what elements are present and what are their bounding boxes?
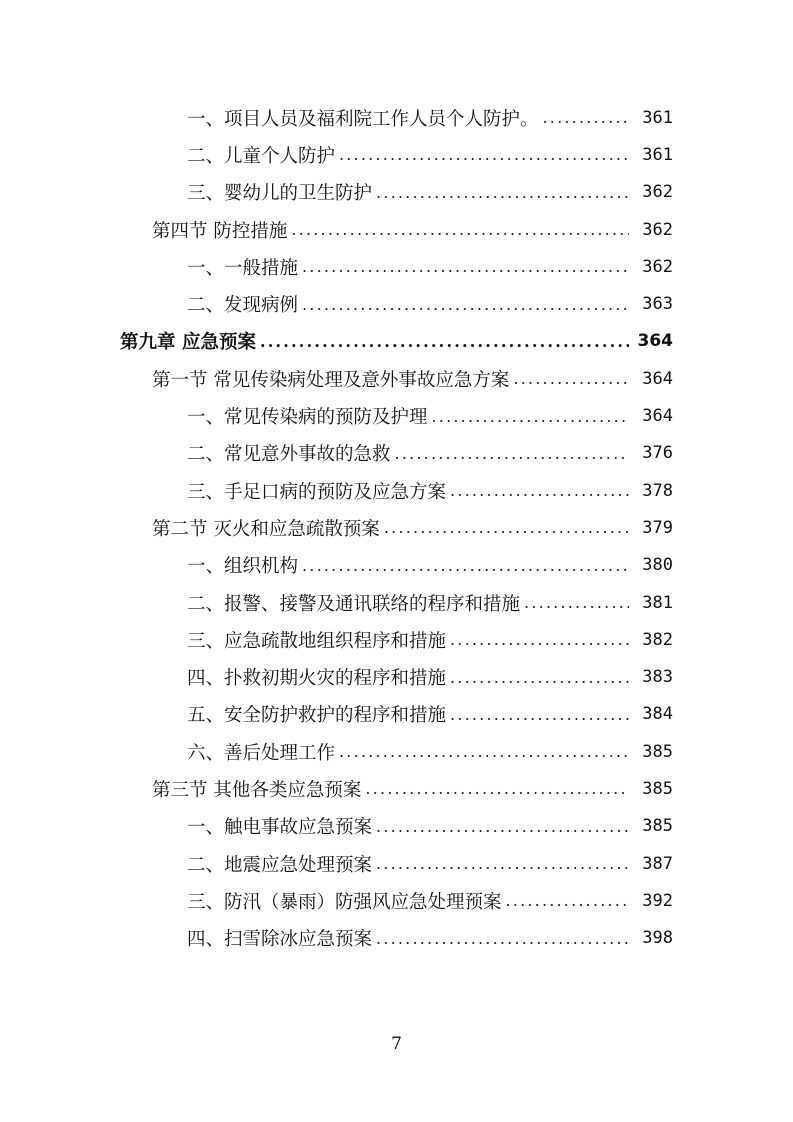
toc-item-entry[interactable] [0, 99, 673, 136]
toc-item-entry[interactable] [0, 920, 673, 957]
toc-item-entry[interactable] [0, 397, 673, 434]
toc-entry-title: 第一节 常见传染病处理及意外事故应急方案 [152, 366, 513, 392]
toc-item-entry[interactable] [0, 285, 673, 322]
toc-dot-leader [376, 854, 629, 873]
toc-dot-leader [450, 481, 629, 500]
toc-item-entry[interactable] [0, 547, 673, 584]
toc-dot-leader [524, 593, 629, 612]
toc-entry-title: 三、婴幼儿的卫生防护 [187, 179, 376, 205]
toc-dot-leader [365, 779, 629, 798]
toc-dot-leader [384, 518, 629, 537]
toc-dot-leader [302, 295, 629, 314]
toc-entry-page: 376 [629, 443, 673, 463]
toc-entry-page: 361 [629, 108, 673, 128]
toc-entry-title: 第二节 灭火和应急疏散预案 [152, 515, 384, 541]
toc-entry-title: 一、触电事故应急预案 [187, 813, 376, 839]
toc-entry-title: 三、应急疏散地组织程序和措施 [187, 627, 450, 653]
toc-dot-leader [450, 668, 629, 687]
toc-item-entry[interactable] [0, 696, 673, 733]
toc-entry-title: 四、扫雪除冰应急预案 [187, 925, 376, 951]
toc-entry-page: 362 [629, 257, 673, 277]
toc-entry-title: 五、安全防护救护的程序和措施 [187, 701, 450, 727]
toc-section-entry[interactable] [0, 360, 673, 397]
toc-entry-title: 二、常见意外事故的急救 [187, 440, 395, 466]
toc-entry-page: 382 [629, 630, 673, 650]
toc-entry-page: 392 [629, 891, 673, 911]
toc-entry-page: 381 [629, 593, 673, 613]
toc-item-entry[interactable] [0, 733, 673, 770]
toc-section-entry[interactable] [0, 770, 673, 807]
toc-dot-leader [395, 444, 629, 463]
toc-entry-title: 第四节 防控措施 [152, 217, 291, 243]
page-number: 7 [391, 1034, 402, 1054]
toc-item-entry[interactable] [0, 248, 673, 285]
toc-item-entry[interactable] [0, 808, 673, 845]
toc-section-entry[interactable] [0, 211, 673, 248]
toc-dot-leader [339, 145, 629, 164]
toc-dot-leader [543, 108, 629, 127]
toc-entry-title: 二、儿童个人防护 [187, 142, 339, 168]
toc-item-entry[interactable] [0, 174, 673, 211]
toc-item-entry[interactable] [0, 621, 673, 658]
toc-section-entry[interactable] [0, 509, 673, 546]
toc-item-entry[interactable] [0, 882, 673, 919]
toc-dot-leader [260, 332, 629, 351]
toc-entry-page: 362 [629, 220, 673, 240]
toc-entry-title: 二、报警、接警及通讯联络的程序和措施 [187, 590, 524, 616]
toc-dot-leader [506, 891, 629, 910]
toc-entry-page: 379 [629, 518, 673, 538]
toc-entry-page: 384 [629, 704, 673, 724]
toc-dot-leader [339, 742, 629, 761]
toc-entry-title: 一、组织机构 [187, 552, 302, 578]
toc-entry-title: 一、项目人员及福利院工作人员个人防护。 [187, 105, 543, 131]
toc-entry-title: 第九章 应急预案 [120, 328, 260, 354]
toc-entry-title: 第三节 其他各类应急预案 [152, 776, 365, 802]
toc-entry-title: 六、善后处理工作 [187, 739, 339, 765]
toc-entry-page: 385 [629, 742, 673, 762]
toc-entry-page: 364 [629, 406, 673, 426]
toc-entry-title: 四、扑救初期火灾的程序和措施 [187, 664, 450, 690]
toc-dot-leader [513, 369, 629, 388]
toc-chapter-entry[interactable] [0, 323, 673, 360]
toc-dot-leader [376, 817, 629, 836]
toc-item-entry[interactable] [0, 472, 673, 509]
toc-item-entry[interactable] [0, 136, 673, 173]
toc-entry-title: 三、手足口病的预防及应急方案 [187, 478, 450, 504]
toc-entry-title: 一、一般措施 [187, 254, 302, 280]
toc-entry-page: 378 [629, 481, 673, 501]
toc-dot-leader [291, 220, 629, 239]
toc-entry-title: 二、发现病例 [187, 291, 302, 317]
toc-dot-leader [432, 407, 629, 426]
toc-entry-page: 398 [629, 928, 673, 948]
toc-entry-page: 385 [629, 779, 673, 799]
toc-item-entry[interactable] [0, 435, 673, 472]
toc-dot-leader [376, 183, 629, 202]
toc-entry-title: 一、常见传染病的预防及护理 [187, 403, 432, 429]
toc-entry-title: 二、地震应急处理预案 [187, 851, 376, 877]
toc-dot-leader [302, 556, 629, 575]
toc-item-entry[interactable] [0, 584, 673, 621]
toc-entry-title: 三、防汛（暴雨）防强风应急处理预案 [187, 888, 506, 914]
toc-entry-page: 383 [629, 667, 673, 687]
toc-item-entry[interactable] [0, 845, 673, 882]
toc-entry-page: 385 [629, 816, 673, 836]
toc-entry-page: 380 [629, 555, 673, 575]
toc-entry-page: 364 [629, 331, 673, 351]
toc-dot-leader [376, 929, 629, 948]
table-of-contents [0, 99, 793, 957]
toc-entry-page: 387 [629, 854, 673, 874]
toc-dot-leader [302, 257, 629, 276]
toc-entry-page: 364 [629, 369, 673, 389]
toc-dot-leader [450, 630, 629, 649]
toc-dot-leader [450, 705, 629, 724]
toc-entry-page: 363 [629, 294, 673, 314]
toc-entry-page: 361 [629, 145, 673, 165]
toc-entry-page: 362 [629, 182, 673, 202]
toc-item-entry[interactable] [0, 658, 673, 695]
